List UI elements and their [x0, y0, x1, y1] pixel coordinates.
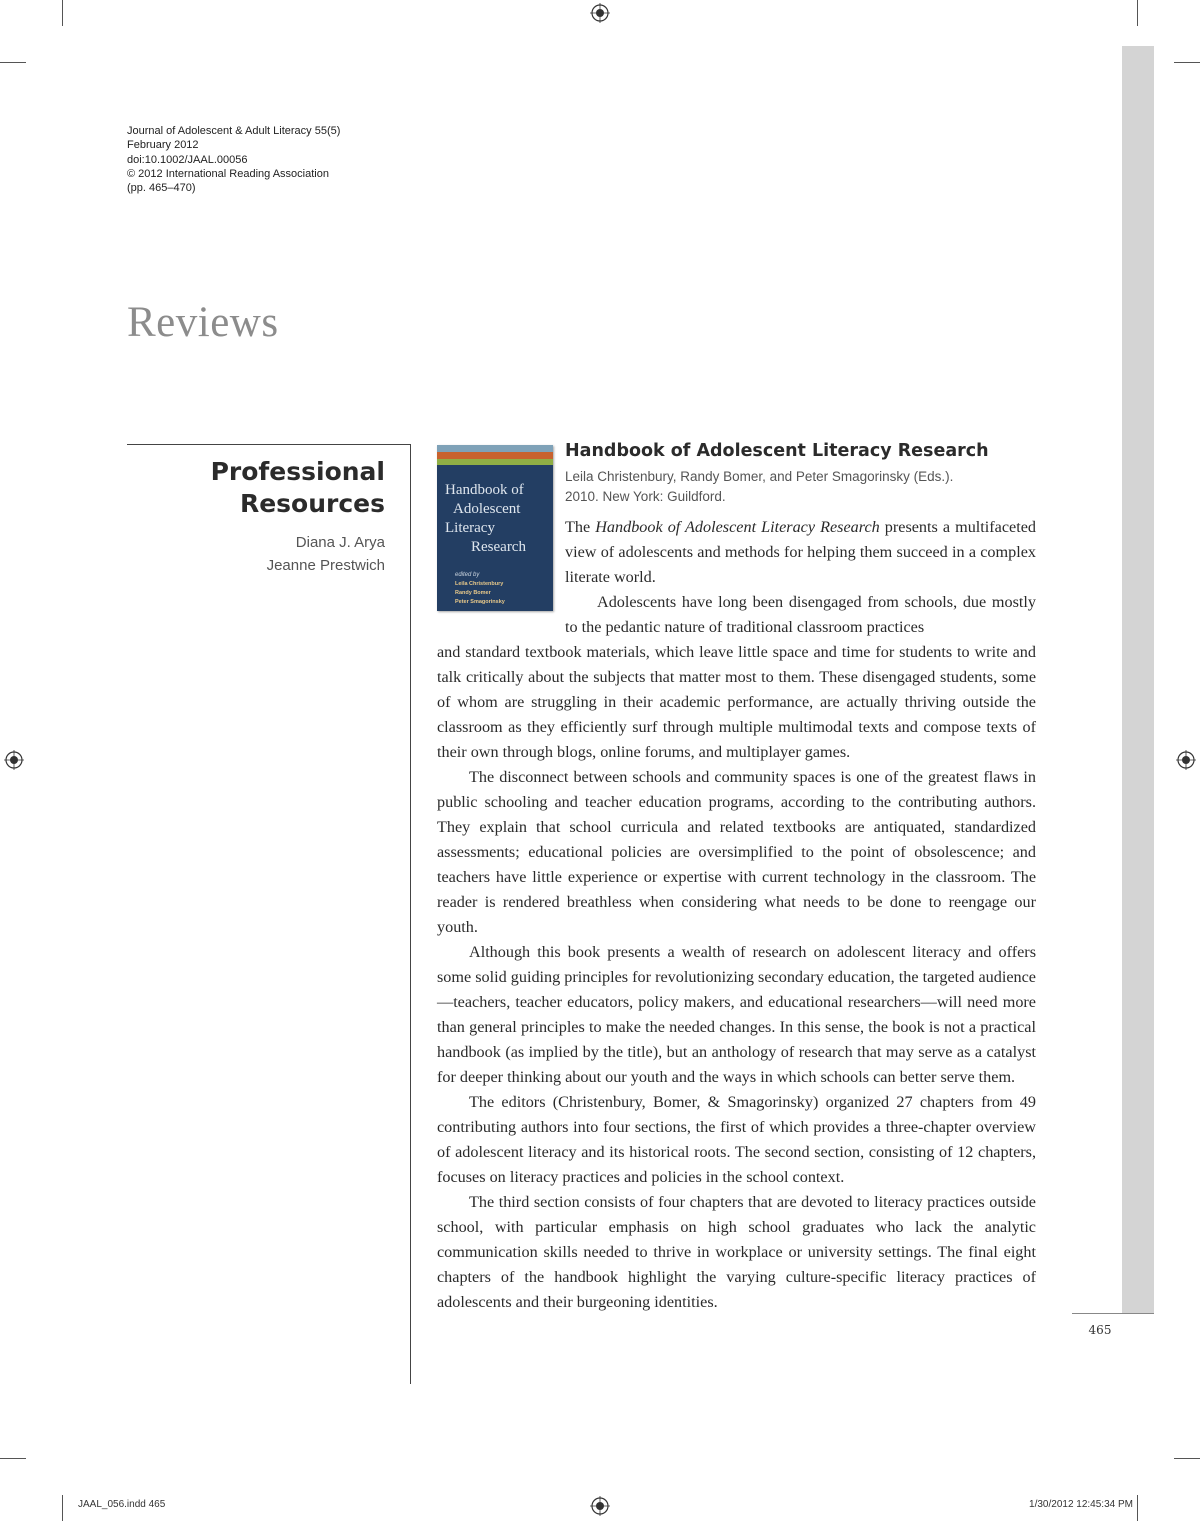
slug-timestamp: 1/30/2012 12:45:34 PM — [1029, 1499, 1133, 1510]
section-title: Reviews — [127, 299, 279, 346]
registration-mark-icon — [1176, 750, 1196, 770]
registration-mark-icon — [590, 1496, 610, 1516]
book-title-italic: Handbook of Adolescent Literacy Research — [595, 518, 880, 536]
folio-rule — [1072, 1313, 1154, 1314]
department-title — [127, 456, 385, 520]
book-citation — [565, 467, 953, 507]
column-rule — [127, 444, 411, 445]
registration-mark-icon — [4, 750, 24, 770]
crop-mark — [0, 62, 26, 63]
paragraph: and standard textbook materials, which leave little space and time for students to write and talk critically about the subjects that matter most to them. These disengaged students, some of whom are struggling in their academic performance, are actually thriving outside the classroom as they efficiently surf through multiple multimodal texts and compose texts of their own through blogs, online forums, and multiplayer games. — [437, 643, 1036, 761]
book-publication: 2010. New York: Guildford. — [565, 489, 726, 504]
crop-mark — [1174, 1458, 1200, 1459]
journal-pages: (pp. 465–470) — [127, 182, 196, 195]
journal-info — [127, 124, 340, 195]
paragraph: Although this book presents a wealth of research on adolescent literacy and offers some solid guiding principles for revolutionizing secondary education, the targeted audience—teachers, teacher educators, policy makers, and educational researchers—will need more than general principles to make the needed changes. In this sense, the book is not a practical handbook (as implied by the title), but an anthology of research that may serve as a catalyst for deeper thinking about our youth and the ways in which schools can better serve them. — [437, 943, 1036, 1086]
intro-paragraph: The Handbook of Adolescent Literacy Research presents a multifaceted view of adolescents and methods for helping them succeed in a complex literate world. — [565, 518, 1036, 586]
crop-mark — [62, 0, 63, 26]
registration-mark-icon — [590, 3, 610, 23]
author-name: Jeanne Prestwich — [266, 557, 385, 574]
review-body — [437, 640, 1036, 1315]
paragraph: The disconnect between schools and community spaces is one of the greatest flaws in public schooling and teacher education programs, according to the contributing authors. They explain that school curricula and related textbooks are antiquated, standardized assessments; educational policies are oversimplified to the point of obsolescence; and teachers have little experience or expertise with current technology in the classroom. The reader is rendered breathless when considering what needs to be done to reengage our youth. — [437, 768, 1036, 936]
paragraph: Adolescents have long been disengaged from schools, due mostly to the pedantic nature of traditional classroom practices — [565, 593, 1036, 636]
cover-editors: Leila Christenbury Randy Bomer Peter Smagorinsky — [455, 581, 505, 605]
journal-doi: doi:10.1002/JAAL.00056 — [127, 153, 248, 166]
journal-copyright: © 2012 International Reading Association — [127, 167, 329, 180]
journal-citation: Journal of Adolescent & Adult Literacy 55(5) — [127, 125, 341, 137]
book-editors: Leila Christenbury, Randy Bomer, and Peter Smagorinsky (Eds.). — [565, 469, 954, 484]
paragraph: The editors (Christenbury, Bomer, & Smagorinsky) organized 27 chapters from 49 contributing authors into four sections, the first of which provides a three-chapter overview of adolescent literacy and its historical roots. The second section, consisting of 12 chapters, focuses on literacy practices and policies in the school context. — [437, 1093, 1036, 1186]
book-cover-image — [437, 445, 553, 611]
book-title: Handbook of Adolescent Literacy Research — [565, 441, 989, 461]
slug-file: JAAL_056.indd 465 — [78, 1499, 166, 1510]
crop-mark — [1174, 62, 1200, 63]
department-title-line: Resources — [239, 489, 385, 518]
page-number: 465 — [1088, 1323, 1112, 1337]
cover-title: Handbook of Adolescent Literacy Research — [445, 482, 526, 555]
review-authors — [127, 531, 385, 577]
author-name: Diana J. Arya — [295, 534, 385, 551]
margin-band — [1122, 46, 1154, 1313]
crop-mark — [1137, 0, 1138, 26]
department-title-line: Professional — [210, 457, 385, 486]
crop-mark — [0, 1458, 26, 1459]
crop-mark — [62, 1495, 63, 1521]
crop-mark — [1137, 1495, 1138, 1521]
column-divider — [410, 444, 411, 1384]
journal-date: February 2012 — [127, 139, 199, 152]
paragraph: The third section consists of four chapters that are devoted to literacy practices outside school, with particular emphasis on high school graduates who lack the analytic communication skills needed to thrive in workplace or university settings. The final eight chapters of the handbook highlight the varying culture-specific literacy practices of adolescents and their burgeoning identities. — [437, 1193, 1036, 1311]
cover-edited-by: edited by — [455, 572, 480, 578]
